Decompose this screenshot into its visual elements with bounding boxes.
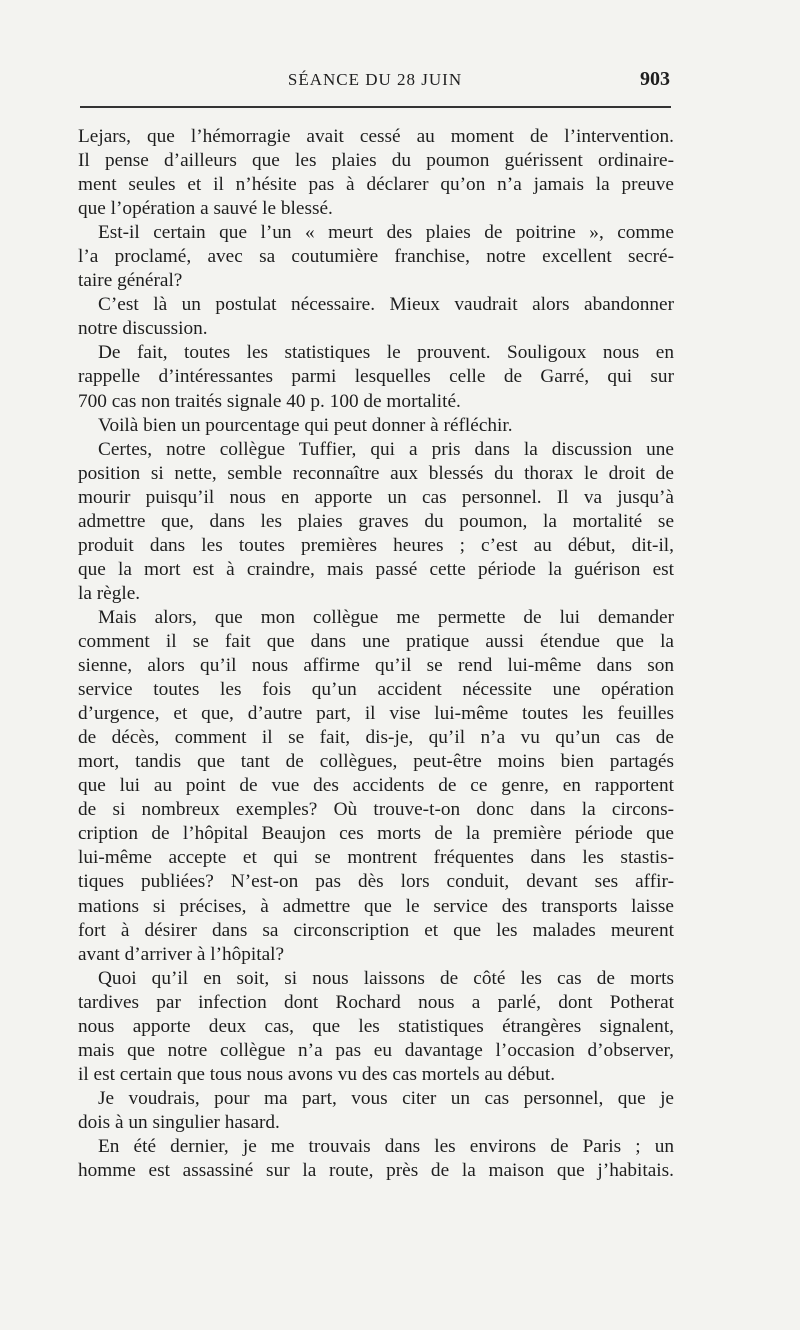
- text-line: De fait, toutes les statistiques le prouvent. Souligoux nous en: [98, 342, 674, 364]
- text-line: mourir puisqu’il nous en apporte un cas personnel. Il va jusqu’à: [78, 486, 674, 508]
- text-line: Quoi qu’il en soit, si nous laissons de côté les cas de morts: [98, 967, 674, 989]
- text-line: ment seules et il n’hésite pas à déclarer qu’on n’a jamais la preuve: [78, 174, 674, 196]
- text-line: la règle.: [78, 582, 141, 604]
- text-line: service toutes les fois qu’un accident nécessite une opération: [78, 679, 674, 701]
- text-line: dois à un singulier hasard.: [78, 1111, 280, 1133]
- text-line: que la mort est à craindre, mais passé cette période la guérison est: [78, 558, 674, 580]
- text-line: mations si précises, à admettre que le service des transports laisse: [78, 895, 674, 917]
- text-line: En été dernier, je me trouvais dans les environs de Paris ; un: [98, 1135, 674, 1157]
- text-line: de si nombreux exemples? Où trouve-t-on donc dans la circons-: [78, 799, 674, 821]
- text-line: fort à désirer dans sa circonscription et que les malades meurent: [78, 919, 674, 941]
- text-line: Est-il certain que l’un « meurt des plaies de poitrine », comme: [98, 222, 674, 244]
- header-rule: [80, 106, 671, 108]
- text-line: que l’opération a sauvé le blessé.: [78, 198, 333, 220]
- text-line: tardives par infection dont Rochard nous a parlé, dont Potherat: [78, 991, 674, 1013]
- text-line: Lejars, que l’hémorragie avait cessé au moment de l’intervention.: [78, 126, 674, 147]
- text-line: Il pense d’ailleurs que les plaies du poumon guérissent ordinaire-: [78, 150, 674, 172]
- text-line: lui-même accepte et qui se montrent fréquentes dans les stastis-: [78, 847, 674, 869]
- text-line: notre discussion.: [78, 318, 208, 340]
- text-line: 700 cas non traités signale 40 p. 100 de mortalité.: [78, 390, 461, 412]
- text-line: Voilà bien un pourcentage qui peut donner à réfléchir.: [98, 414, 513, 436]
- text-line: rappelle d’intéressantes parmi lesquelles celle de Garré, qui sur: [78, 366, 674, 388]
- page-number: 903: [640, 68, 670, 90]
- text-line: cription de l’hôpital Beaujon ces morts de la première période que: [78, 823, 674, 845]
- text-line: Certes, notre collègue Tuffier, qui a pris dans la discussion une: [98, 438, 674, 460]
- text-line: homme est assassiné sur la route, près de la maison que j’habitais.: [78, 1160, 674, 1182]
- text-line: mort, tandis que tant de collègues, peut-être moins bien partagés: [78, 751, 674, 773]
- text-line: l’a proclamé, avec sa coutumière franchise, notre excellent secré-: [78, 246, 674, 268]
- text-line: tiques publiées? N’est-on pas dès lors conduit, devant ses affir-: [78, 871, 674, 893]
- text-line: que lui au point de vue des accidents de ce genre, en rapportent: [78, 775, 674, 797]
- text-line: il est certain que tous nous avons vu des cas mortels au début.: [78, 1063, 556, 1085]
- text-line: Je voudrais, pour ma part, vous citer un cas personnel, que je: [98, 1087, 674, 1109]
- body-text: [78, 125, 674, 1183]
- text-line: avant d’arriver à l’hôpital?: [78, 943, 285, 965]
- text-line: position si nette, semble reconnaître aux blessés du thorax le droit de: [78, 462, 674, 484]
- text-line: C’est là un postulat nécessaire. Mieux vaudrait alors abandonner: [98, 294, 674, 316]
- text-line: d’urgence, et que, d’autre part, il vise lui-même toutes les feuilles: [78, 703, 674, 725]
- text-line: nous apporte deux cas, que les statistiques étrangères signalent,: [78, 1015, 674, 1037]
- text-line: sienne, alors qu’il nous affirme qu’il se rend lui-même dans son: [78, 655, 674, 677]
- text-line: taire général?: [78, 270, 183, 292]
- text-line: admettre que, dans les plaies graves du poumon, la mortalité se: [78, 510, 674, 532]
- text-line: produit dans les toutes premières heures ; c’est au début, dit-il,: [78, 534, 674, 556]
- text-line: de décès, comment il se fait, dis-je, qu’il n’a vu qu’un cas de: [78, 727, 674, 749]
- text-line: Mais alors, que mon collègue me permette de lui demander: [98, 606, 674, 628]
- running-title: SÉANCE DU 28 JUIN: [287, 70, 463, 89]
- text-line: comment il se fait que dans une pratique aussi étendue que la: [78, 630, 674, 652]
- text-line: mais que notre collègue n’a pas eu davantage l’occasion d’observer,: [78, 1039, 674, 1061]
- running-head: [80, 66, 670, 96]
